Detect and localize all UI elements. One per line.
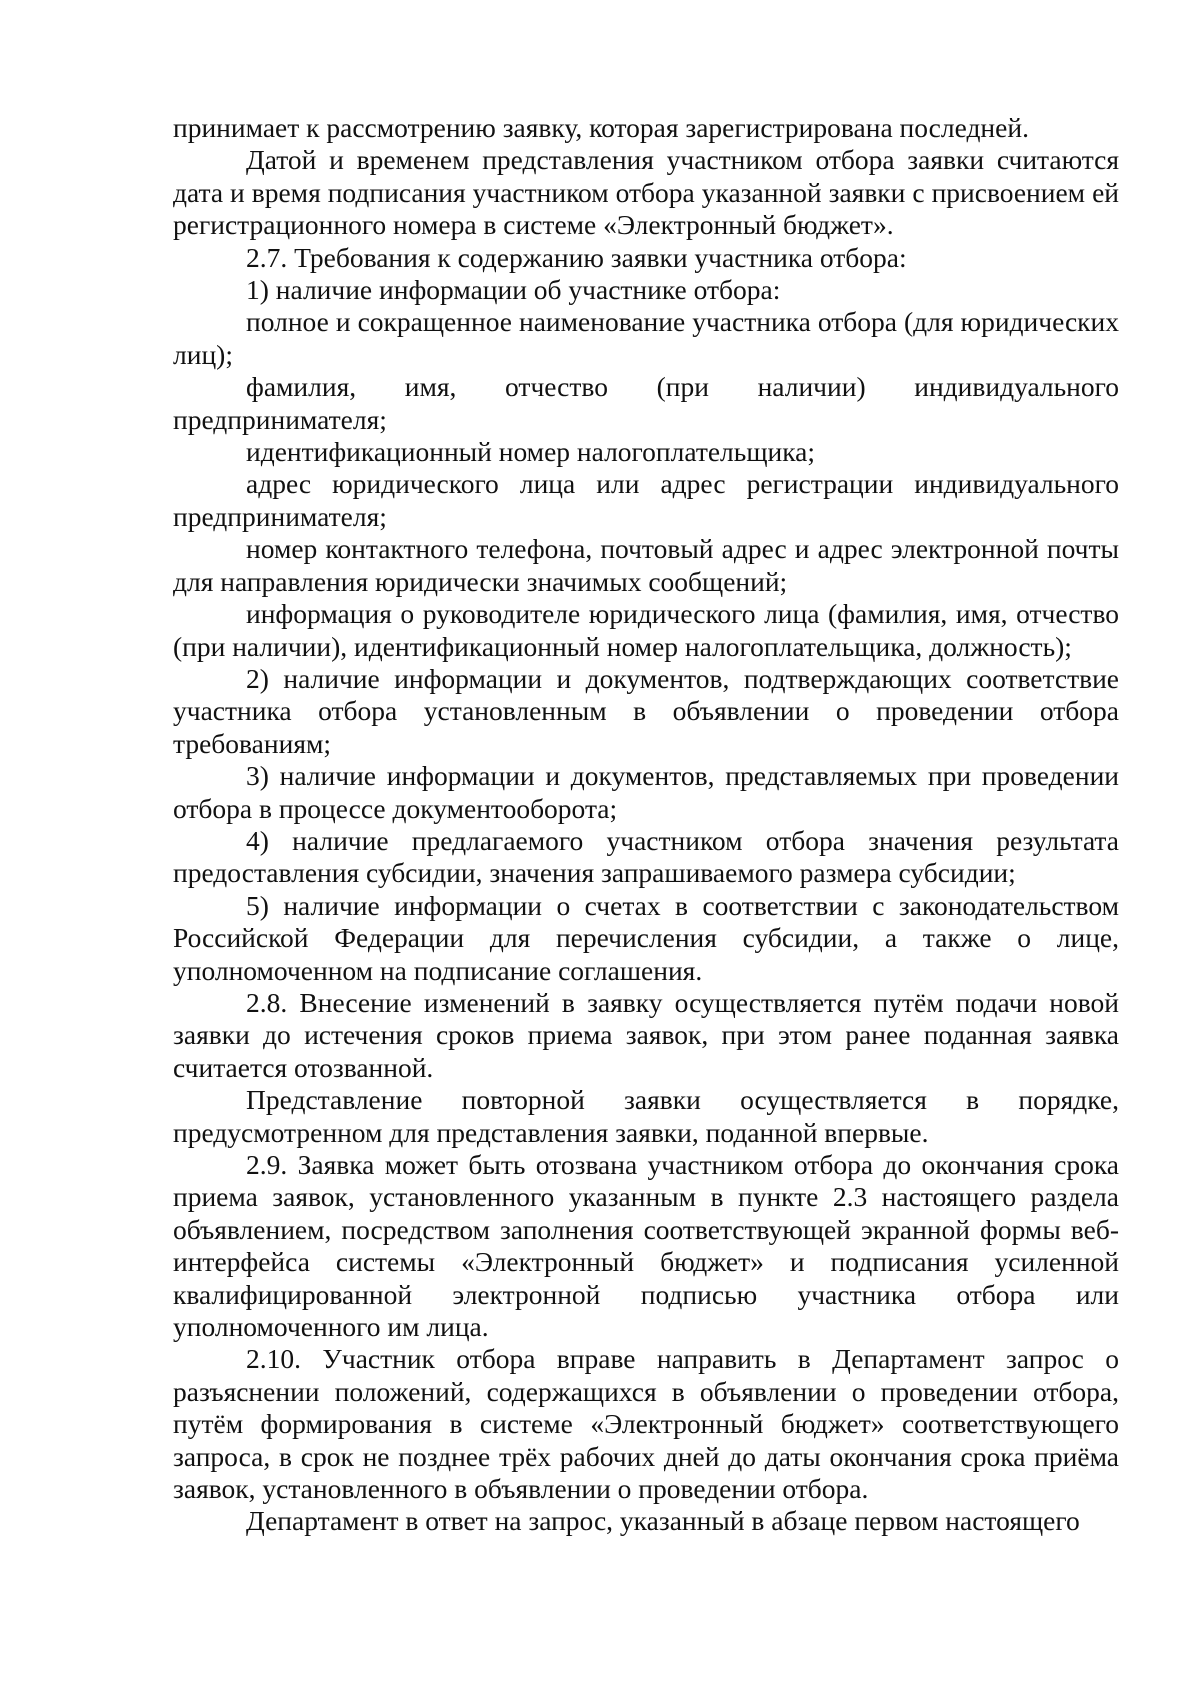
paragraph-2-9: 2.9. Заявка может быть отозвана участником отбора до окончания срока приема заявок, установленного указанным в пункте 2.3 настоящего раздела объявлением, посредством заполнения соответствующей экранной формы веб-интерфейса системы «Электронный бюджет» и подписания усиленной квалифицированной электронной подписью участника отбора или уполномоченного им лица. <box>173 1149 1119 1343</box>
paragraph-continuation: принимает к рассмотрению заявку, которая зарегистрирована последней. <box>173 112 1029 143</box>
paragraph-taxpayer-id: идентификационный номер налогоплательщика; <box>246 436 816 468</box>
paragraph-submission-datetime: Датой и временем представления участником отбора заявки считаются дата и время подписания участником отбора указанной заявки с присвоением ей регистрационного номера в системе «Электронный бюджет». <box>173 144 1119 241</box>
document-page <box>173 112 1119 1538</box>
paragraph-full-name: полное и сокращенное наименование участника отбора (для юридических лиц); <box>173 306 1119 370</box>
paragraph-department-response: Департамент в ответ на запрос, указанный в абзаце первом настоящего <box>246 1505 1080 1537</box>
paragraph-item-5: 5) наличие информации о счетах в соответствии с законодательством Российской Федерации для перечисления субсидии, а также о лице, уполномоченном на подписание соглашения. <box>173 889 1119 986</box>
paragraph-contacts: номер контактного телефона, почтовый адрес и адрес электронной почты для направления юридически значимых сообщений; <box>173 533 1119 597</box>
paragraph-2-7-heading: 2.7. Требования к содержанию заявки участника отбора: <box>246 241 907 273</box>
paragraph-2-10: 2.10. Участник отбора вправе направить в Департамент запрос о разъяснении положений, содержащихся в объявлении о проведении отбора, путём формирования в системе «Электронный бюджет» соответствующего запроса, в срок не позднее трёх рабочих дней до даты окончания срока приёма заявок, установленного в объявлении о проведении отбора. <box>173 1343 1119 1505</box>
paragraph-2-8: 2.8. Внесение изменений в заявку осуществляется путём подачи новой заявки до истечения сроков приема заявок, при этом ранее поданная заявка считается отозванной. <box>173 986 1119 1083</box>
paragraph-item-2: 2) наличие информации и документов, подтверждающих соответствие участника отбора установленным в объявлении о проведении отбора требованиям; <box>173 662 1119 759</box>
paragraph-director-info: информация о руководителе юридического лица (фамилия, имя, отчество (при наличии), идентификационный номер налогоплательщика, должность); <box>173 598 1119 662</box>
paragraph-entrepreneur-name: фамилия, имя, отчество (при наличии) индивидуального предпринимателя; <box>173 371 1119 435</box>
paragraph-address: адрес юридического лица или адрес регистрации индивидуального предпринимателя; <box>173 468 1119 532</box>
paragraph-item-1: 1) наличие информации об участнике отбора: <box>246 274 781 306</box>
paragraph-resubmission: Представление повторной заявки осуществляется в порядке, предусмотренном для представления заявки, поданной впервые. <box>173 1084 1119 1148</box>
paragraph-item-3: 3) наличие информации и документов, представляемых при проведении отбора в процессе документооборота; <box>173 760 1119 824</box>
paragraph-item-4: 4) наличие предлагаемого участником отбора значения результата предоставления субсидии, значения запрашиваемого размера субсидии; <box>173 824 1119 889</box>
